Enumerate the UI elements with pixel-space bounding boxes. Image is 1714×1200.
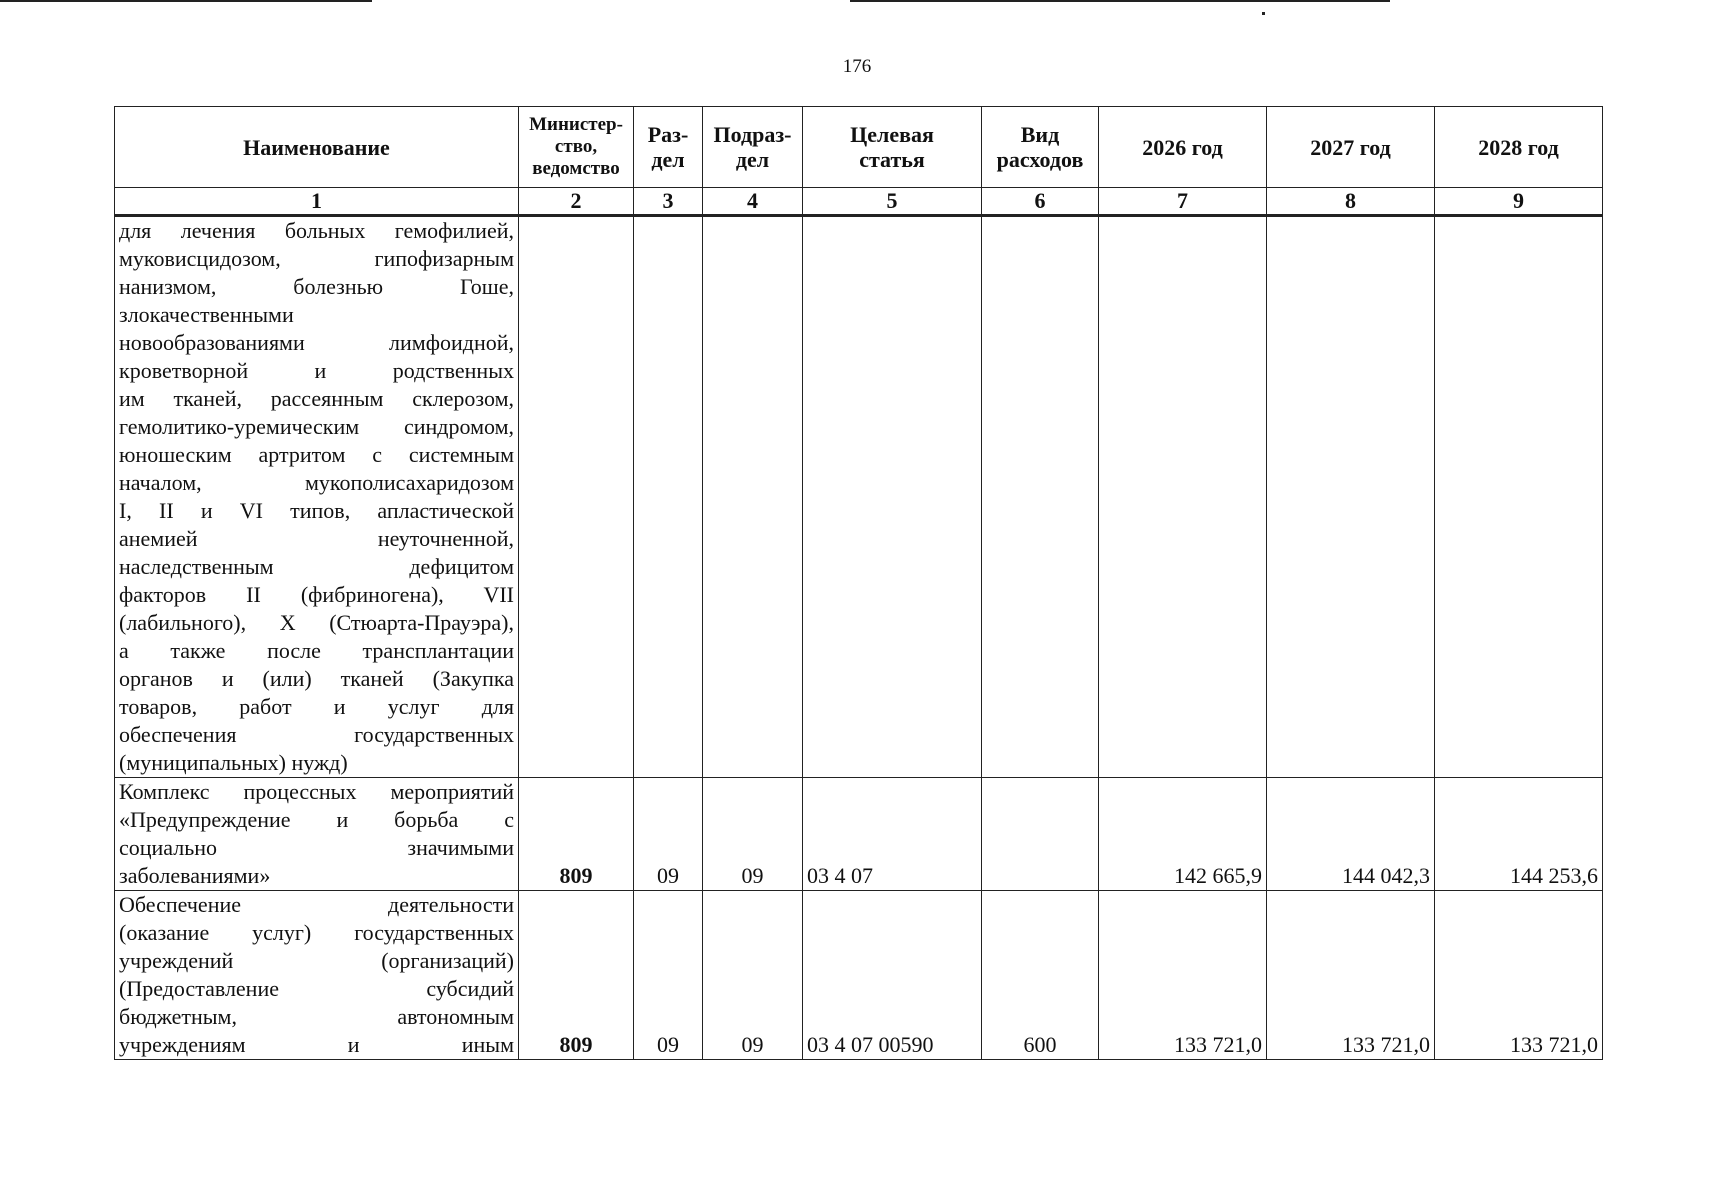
row-amount-2026: 133 721,0 (1099, 891, 1267, 1060)
row-expense-type (982, 778, 1099, 891)
column-number: 6 (982, 188, 1099, 216)
row-ministry: 809 (519, 891, 634, 1060)
row-name-line: а также после трансплантации (119, 638, 514, 663)
row-amount-2027 (1267, 216, 1435, 778)
row-subsection (703, 216, 803, 778)
column-number: 4 (703, 188, 803, 216)
row-section: 09 (634, 891, 703, 1060)
row-name-line: органов и (или) тканей (Закупка (119, 666, 514, 691)
row-amount-2028: 133 721,0 (1435, 891, 1603, 1060)
row-name-line: (оказание услуг) государственных (119, 920, 514, 945)
table-row (115, 778, 1603, 891)
row-target: 03 4 07 (803, 778, 982, 891)
row-name-line: товаров, работ и услуг для (119, 694, 514, 719)
row-amount-2026: 142 665,9 (1099, 778, 1267, 891)
row-name-line: им тканей, рассеянным склерозом, (119, 386, 514, 411)
header-row (115, 107, 1603, 188)
row-name (115, 778, 519, 891)
row-section: 09 (634, 778, 703, 891)
scan-artifact-line (850, 0, 1390, 2)
row-name-line: обеспечения государственных (119, 722, 514, 747)
column-number: 9 (1435, 188, 1603, 216)
row-name (115, 891, 519, 1060)
row-name-line: учреждениям и иным (119, 1032, 514, 1057)
column-number: 2 (519, 188, 634, 216)
row-name-line: кроветворной и родственных (119, 358, 514, 383)
row-name-line: началом, мукополисахаридозом (119, 470, 514, 495)
row-name-line: новообразованиями лимфоидной, (119, 330, 514, 355)
column-number: 7 (1099, 188, 1267, 216)
row-name-line: бюджетным, автономным (119, 1004, 514, 1029)
column-number: 1 (115, 188, 519, 216)
row-amount-2028 (1435, 216, 1603, 778)
row-name-line: юношеским артритом с системным (119, 442, 514, 467)
header-year-2028: 2028 год (1435, 107, 1603, 188)
scan-artifact-dot (1262, 12, 1265, 15)
row-name-line: (Предоставление субсидий (119, 976, 514, 1001)
budget-table (114, 106, 1603, 1060)
row-name-line: социально значимыми (119, 835, 514, 860)
header-subsection: Подраз- дел (703, 107, 803, 188)
table-row (115, 891, 1603, 1060)
row-name-line: гемолитико-уремическим синдромом, (119, 414, 514, 439)
row-name-line: (муниципальных) нужд) (119, 750, 348, 775)
row-name-line: факторов II (фибриногена), VII (119, 582, 514, 607)
row-subsection: 09 (703, 891, 803, 1060)
row-name-line: заболеваниями» (119, 863, 271, 888)
header-section: Раз- дел (634, 107, 703, 188)
table-row (115, 216, 1603, 778)
header-expense-type: Вид расходов (982, 107, 1099, 188)
column-number: 8 (1267, 188, 1435, 216)
header-ministry: Министер- ство, ведомство (519, 107, 634, 188)
row-name-line: злокачественными (119, 302, 294, 327)
row-name-line: учреждений (организаций) (119, 948, 514, 973)
row-name-line: «Предупреждение и борьба с (119, 807, 514, 832)
column-number: 3 (634, 188, 703, 216)
row-name (115, 216, 519, 778)
row-amount-2028: 144 253,6 (1435, 778, 1603, 891)
column-number-row (115, 188, 1603, 216)
row-name-line: анемией неуточненной, (119, 526, 514, 551)
row-ministry: 809 (519, 778, 634, 891)
row-amount-2026 (1099, 216, 1267, 778)
header-year-2027: 2027 год (1267, 107, 1435, 188)
row-expense-type (982, 216, 1099, 778)
row-name-line: наследственным дефицитом (119, 554, 514, 579)
row-ministry (519, 216, 634, 778)
header-name: Наименование (115, 107, 519, 188)
scan-artifact-line (0, 0, 372, 2)
column-number: 5 (803, 188, 982, 216)
row-name-line: для лечения больных гемофилией, (119, 218, 514, 243)
header-target: Целевая статья (803, 107, 982, 188)
row-name-line: Комплекс процессных мероприятий (119, 779, 514, 804)
page-number: 176 (842, 56, 872, 77)
row-target: 03 4 07 00590 (803, 891, 982, 1060)
row-name-line: муковисцидозом, гипофизарным (119, 246, 514, 271)
row-name-line: нанизмом, болезнью Гоше, (119, 274, 514, 299)
row-section (634, 216, 703, 778)
row-expense-type: 600 (982, 891, 1099, 1060)
row-amount-2027: 133 721,0 (1267, 891, 1435, 1060)
row-amount-2027: 144 042,3 (1267, 778, 1435, 891)
header-year-2026: 2026 год (1099, 107, 1267, 188)
row-subsection: 09 (703, 778, 803, 891)
row-name-line: (лабильного), X (Стюарта-Прауэра), (119, 610, 514, 635)
row-name-line: Обеспечение деятельности (119, 892, 514, 917)
row-target (803, 216, 982, 778)
row-name-line: I, II и VI типов, апластической (119, 498, 514, 523)
